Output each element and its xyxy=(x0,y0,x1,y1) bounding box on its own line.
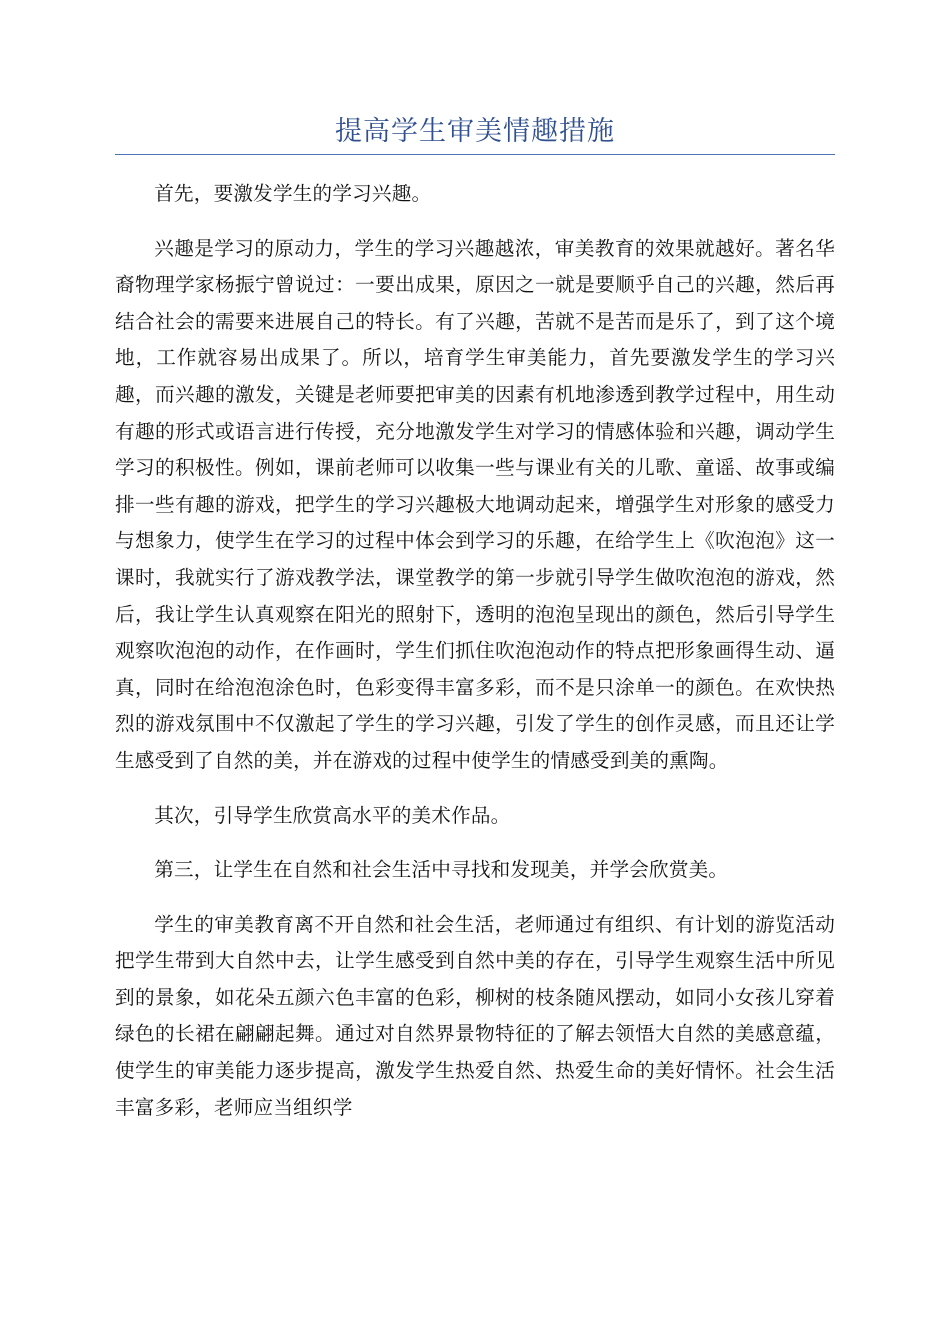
document-body xyxy=(115,176,835,1144)
paragraph-3: 其次，引导学生欣赏高水平的美术作品。 xyxy=(154,803,511,827)
document-title: 提高学生审美情趣措施 xyxy=(335,116,615,147)
paragraph-4: 第三，让学生在自然和社会生活中寻找和发现美，并学会欣赏美。 xyxy=(154,858,729,882)
paragraph-2: 兴趣是学习的原动力，学生的学习兴趣越浓，审美教育的效果就越好。著名华裔物理学家杨振宁曾说过：一要出成果，原因之一就是要顺乎自己的兴趣，然后再结合社会的需要来进展自己的特长。有了兴趣，苦就不是苦而是乐了，到了这个境地，工作就容易出成果了。所以，培育学生审美能力，首先要激发学生的学习兴趣，而兴趣的激发，关键是老师要把审美的因素有机地渗透到教学过程中，用生动有趣的形式或语言进行传授，充分地激发学生对学习的情感体验和兴趣，调动学生学习的积极性。例如，课前老师可以收集一些与课业有关的儿歌、童谣、故事或编排一些有趣的游戏，把学生的学习兴趣极大地调动起来，增强学生对形象的感受力与想象力，使学生在学习的过程中体会到学习的乐趣，在给学生上《吹泡泡》这一课时，我就实行了游戏教学法，课堂教学的第一步就引导学生做吹泡泡的游戏，然后，我让学生认真观察在阳光的照射下，透明的泡泡呈现出的颜色，然后引导学生观察吹泡泡的动作，在作画时，学生们抓住吹泡泡动作的特点把形象画得生动、逼真，同时在给泡泡涂色时，色彩变得丰富多彩，而不是只涂单一的颜色。在欢快热烈的游戏氛围中不仅激起了学生的学习兴趣，引发了学生的创作灵感，而且还让学生感受到了自然的美，并在游戏的过程中使学生的情感受到美的熏陶。 xyxy=(115,236,835,772)
paragraph-5: 学生的审美教育离不开自然和社会生活，老师通过有组织、有计划的游览活动把学生带到大自然中去，让学生感受到自然中美的存在，引导学生观察生活中所见到的景象，如花朵五颜六色丰富的色彩，柳树的枝条随风摆动，如同小女孩儿穿着绿色的长裙在翩翩起舞。通过对自然界景物特征的了解去领悟大自然的美感意蕴，使学生的审美能力逐步提高，激发学生热爱自然、热爱生命的美好情怀。社会生活丰富多彩，老师应当组织学 xyxy=(115,912,835,1119)
title-underline xyxy=(115,154,835,155)
paragraph-1: 首先，要激发学生的学习兴趣。 xyxy=(154,182,432,205)
